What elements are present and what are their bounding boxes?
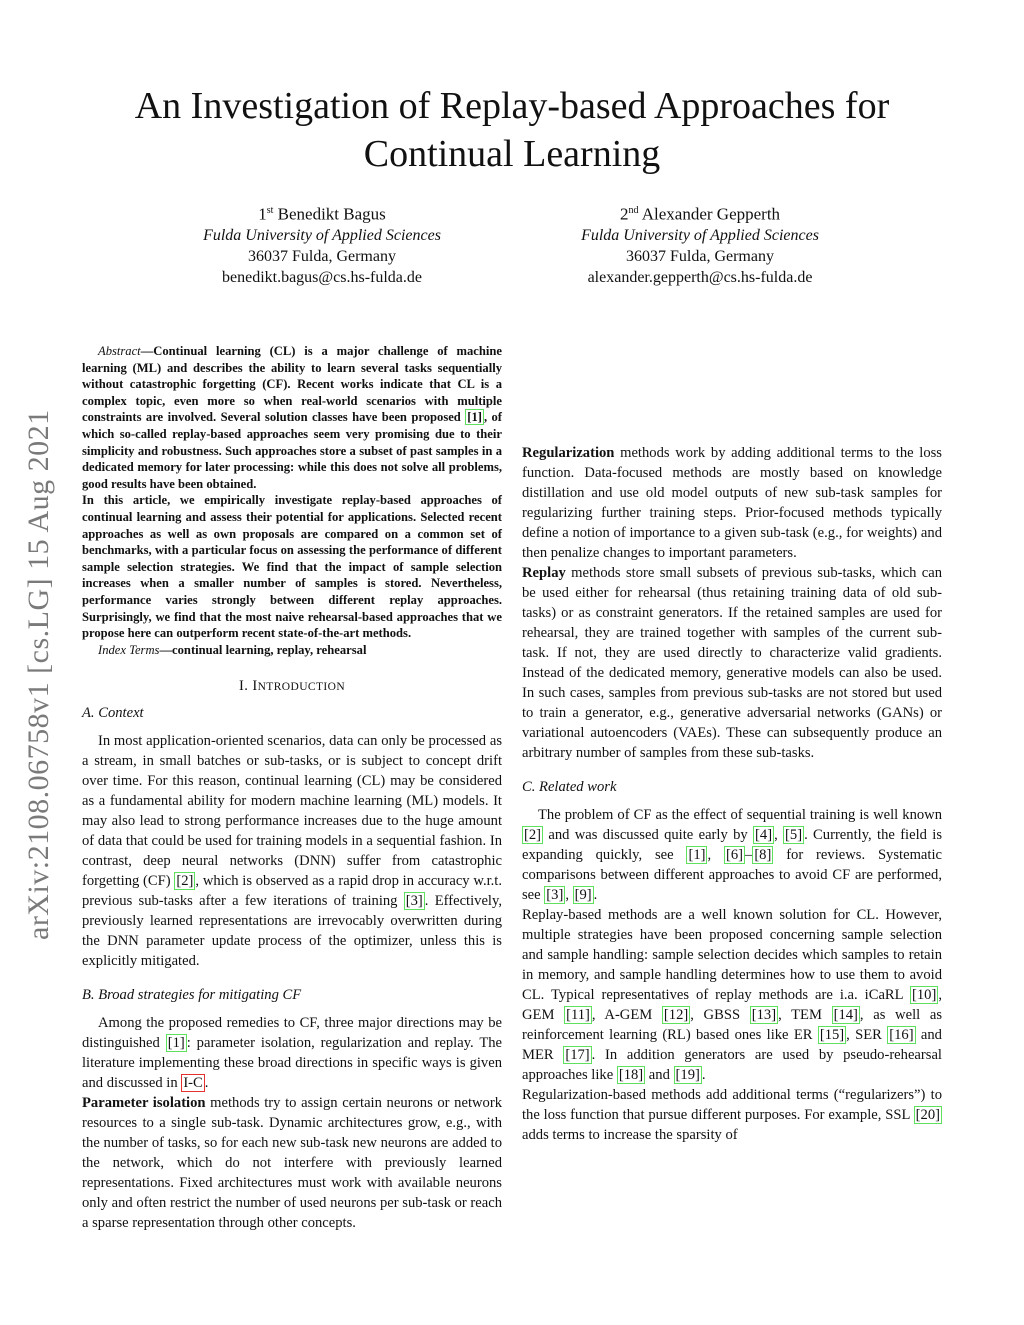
citation-link[interactable]: [1] (167, 1035, 185, 1052)
regularization-paragraph: Regularization methods work by adding additional terms to the loss function. Data-focused methods are mostly based on knowledge distillation and use old model outputs of new sub-task samples for regularizing further training steps. Prior-focused methods typically define a notion of importance to a given sub-task (e.g., for weights) and then penalize changes to important parameters. (522, 445, 942, 561)
author-affiliation: Fulda University of Applied Sciences (581, 226, 819, 244)
citation-link[interactable]: [2] (524, 827, 542, 843)
replay-paragraph: Replay methods store small subsets of previous sub-tasks, which can be used either for rehearsal (thus retaining training data of old sub-tasks) or as constraint generators. If the retained samples are used for rehearsal, they are trained together with samples of the current sub-task. If not, they are used directly to characterize valid gradients. Instead of the dedicated memory, generative models can also be used. In such cases, samples from previous sub-tasks are not stored but used to train a generator, e.g., generative adversarial networks (GANs) or variational autoencoders (VAEs). These can subsequently produce an arbitrary number of samples from these sub-tasks. (522, 565, 942, 761)
right-column (522, 343, 942, 1145)
citation-link[interactable]: [16] (889, 1027, 914, 1043)
citation-link[interactable]: [2] (176, 873, 194, 890)
citation-link[interactable]: [10] (912, 987, 937, 1003)
paper-title: An Investigation of Replay-based Approaches for Continual Learning (134, 85, 890, 175)
author-block-1 (132, 200, 512, 288)
arxiv-identifier: arXiv:2108.06758v1 [cs.LG] 15 Aug 2021 (22, 409, 55, 940)
abstract-paragraph-2: In this article, we empirically investigate replay-based approaches of continual learning and assess their potential for applications. Selected recent approaches as well as own proposals are compared on a common set of benchmarks, with a particular focus on assessing the performance of different sample selection strategies. We find that the impact of sample selection increases when a smaller number of samples is stored. Nevertheless, performance varies strongly between different replay approaches. Surprisingly, we find that the most naive rehearsal-based approaches that we propose here can outperform recent state-of-the-art methods. (82, 493, 502, 641)
author-email: alexander.gepperth@cs.hs-fulda.de (587, 268, 813, 286)
citation-link[interactable]: [18] (618, 1067, 644, 1083)
left-column (82, 343, 502, 1233)
author-email: benedikt.bagus@cs.hs-fulda.de (221, 268, 422, 286)
abstract: Abstract—Continual learning (CL) is a major challenge of machine learning (ML) and describes the ability to learn several tasks sequentially without catastrophic forgetting (CF). Recent works indicate that CL is a complex topic, even more so when real-world scenarios with multiple constraints are involved. Several solution classes have been proposed [1] , of which so-called replay-based approaches seem very promising due to their simplicity and robustness. Such approaches store a subset of past samples in a dedicated memory for later processing: while this does not solve all problems, good results have been obtained. (82, 344, 503, 491)
citation-link[interactable]: [14] (833, 1007, 858, 1023)
citation-link[interactable]: [12] (663, 1007, 689, 1023)
context-paragraph: In most application-oriented scenarios, data can only be processed as a stream, in small batches or sub-tasks, or is subject to concept drift over time. For this reason, continual learning (CL) may be considered as a fundamental ability for modern machine learning (ML) models. It may also lead to strong performance increases due to the huge amount of data that could be used for training models in a sequential fashion. In contrast, deep neural networks (DNN) suffer from catastrophic forgetting (CF) [2] , which is observed as a rapid drop in accuracy w.r.t. previous sub-tasks after a few iterations of training [3] . Effectively, previously learned representations are irrevocably overwritten during the DNN parameter update process of the optimizer, unless this is explicitly mitigated. (82, 733, 503, 970)
section-heading-introduction: I. INTRODUCTION (238, 678, 346, 695)
author-affiliation: Fulda University of Applied Sciences (203, 226, 441, 244)
parameter-isolation-paragraph: Parameter isolation methods try to assign certain neurons or network resources to a single sub-task. Dynamic architectures grow, e.g., with the number of tasks, so for each new sub-task new neurons are added to the network, which do not interfere with previously learned representations. Fixed architectures must work with available neurons only and often restrict the number of used neurons per sub-task or reach a sparse representation through other concepts. (82, 1095, 503, 1232)
broad-strategies-paragraph: Among the proposed remedies to CF, three major directions may be distinguished [1] : parameter isolation, regularization and replay. The literature implementing these broad directions in specific ways is given and discussed in I-C . (82, 1015, 503, 1092)
citation-link[interactable]: [20] (915, 1107, 940, 1123)
citation-link[interactable]: [8] (754, 847, 772, 863)
citation-link[interactable]: [3] (546, 887, 564, 903)
citation-link[interactable]: [1] (467, 410, 482, 425)
citation-link[interactable]: [19] (675, 1067, 700, 1083)
author-name: 2nd Alexander Gepperth (619, 204, 781, 224)
citation-link[interactable]: [13] (751, 1007, 777, 1023)
index-terms: Index Terms—continual learning, replay, rehearsal (98, 642, 367, 657)
section-ref-link[interactable]: I-C (183, 1075, 203, 1092)
author-block-2 (510, 200, 890, 288)
related-work-paragraph-3: Regularization-based methods add additional terms (“regularizers”) to the loss function that pursue different purposes. For example, SSL [20] adds terms to increase the sparsity of (522, 1087, 942, 1143)
subsection-heading-broad-strategies: B. Broad strategies for mitigating CF (82, 987, 302, 1004)
subsection-heading-related-work: C. Related work (522, 779, 617, 795)
citation-link[interactable]: [6] (725, 847, 744, 863)
subsection-heading-context: A. Context (82, 705, 144, 722)
author-address: 36037 Fulda, Germany (248, 247, 396, 265)
citation-link[interactable]: [3] (405, 893, 423, 910)
citation-link[interactable]: [17] (565, 1047, 590, 1063)
author-address: 36037 Fulda, Germany (626, 247, 774, 265)
citation-link[interactable]: [9] (574, 887, 592, 903)
citation-link[interactable]: [15] (819, 1027, 845, 1043)
citation-link[interactable]: [4] (755, 827, 773, 843)
citation-link[interactable]: [5] (785, 827, 803, 843)
related-work-paragraph-1: The problem of CF as the effect of sequential training is well known [2] and was discussed quite early by [4] , [5] . Currently, the field is expanding quickly, see [1] , [6] – [8] for reviews. Systematic comparisons between different approaches to avoid CF are performed, see [3] , [9] . (522, 807, 943, 903)
citation-link[interactable]: [1] (688, 847, 706, 863)
author-name: 1st Benedikt Bagus (258, 204, 386, 224)
citation-link[interactable]: [11] (566, 1007, 590, 1023)
related-work-paragraph-2: Replay-based methods are a well known solution for CL. However, multiple strategies have been proposed concerning sample selection and sample handling: sample selection decides which samples to retain in memory, and sample handling determines how to use them to avoid CL. Typical representatives of replay methods are i.a. iCaRL [10] , GEM [11] , A-GEM [12] , GBSS [13] , TEM [14] , as well as reinforcement learning (RL) based ones like ER [15] , SER [16] and MER [17] . In addition generators are used by pseudo-rehearsal approaches like [18] and [19] . (522, 907, 943, 1083)
